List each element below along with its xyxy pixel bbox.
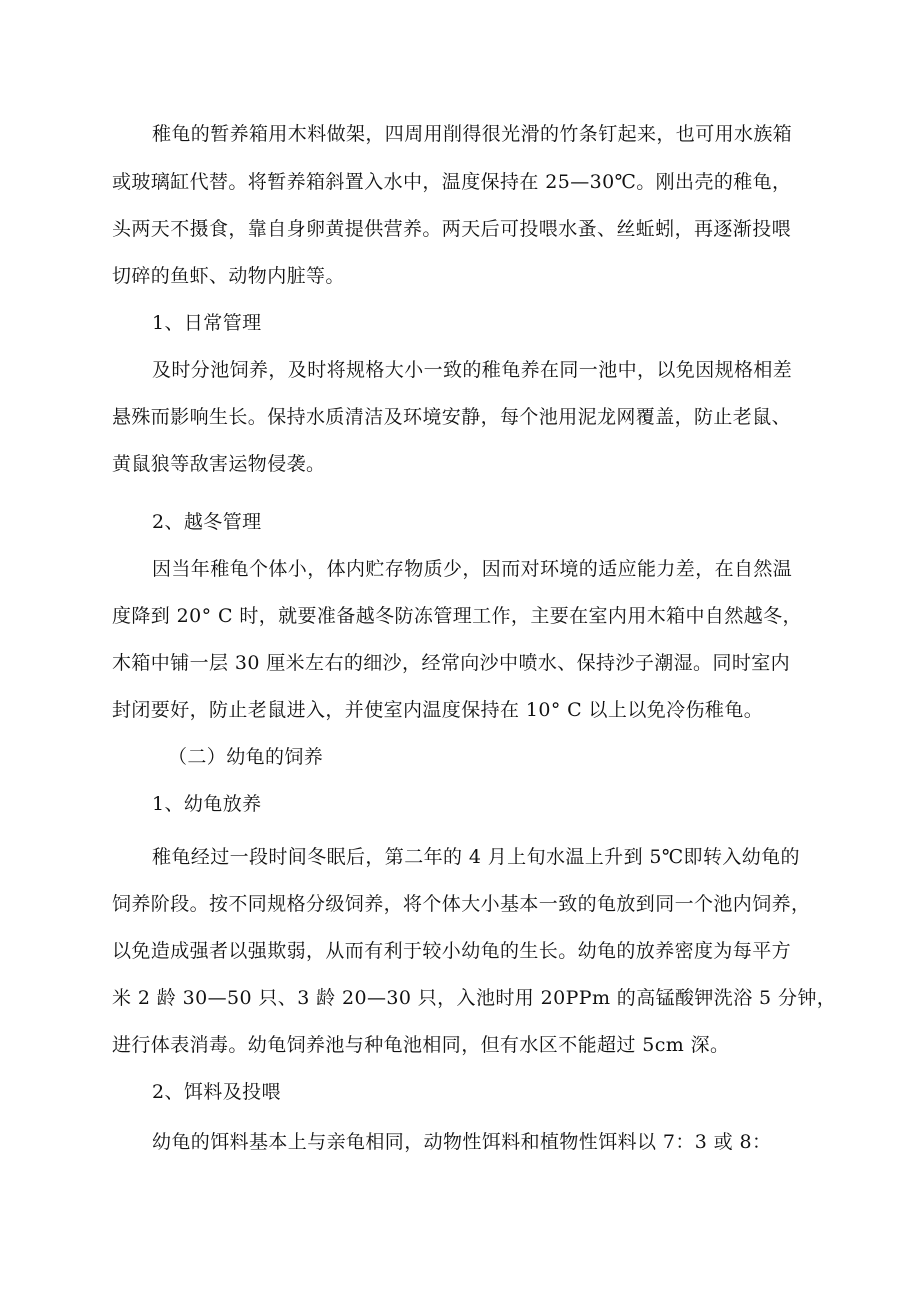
paragraph-3-line-4: 封闭要好，防止老鼠进入，并使室内温度保持在 10° C 以上以免冷伤稚龟。 [112, 699, 764, 721]
paragraph-1-line-1: 稚龟的暂养箱用木料做架，四周用削得很光滑的竹条钉起来，也可用水族箱 [152, 123, 793, 145]
paragraph-2-line-1: 及时分池饲养，及时将规格大小一致的稚龟养在同一池中，以免因规格相差 [152, 359, 793, 381]
paragraph-3-line-1: 因当年稚龟个体小，体内贮存物质少，因而对环境的适应能力差，在自然温 [152, 558, 793, 580]
paragraph-4-line-3: 以免造成强者以强欺弱，从而有利于较小幼龟的生长。幼龟的放养密度为每平方 [112, 940, 792, 962]
heading-overwintering: 2、越冬管理 [152, 511, 262, 533]
paragraph-3-line-3: 木箱中铺一层 30 厘米左右的细沙，经常向沙中喷水、保持沙子潮湿。同时室内 [112, 652, 791, 674]
paragraph-1-line-3: 头两天不摄食，靠自身卵黄提供营养。两天后可投喂水蚤、丝蚯蚓，再逐渐投喂 [112, 218, 792, 240]
heading-young-stocking: 1、幼龟放养 [152, 793, 262, 815]
paragraph-3-line-2: 度降到 20° C 时，就要准备越冬防冻管理工作，主要在室内用木箱中自然越冬， [112, 605, 802, 627]
paragraph-4-line-5: 进行体表消毒。幼龟饲养池与种龟池相同，但有水区不能超过 5cm 深。 [112, 1034, 730, 1056]
paragraph-4-line-1: 稚龟经过一段时间冬眠后，第二年的 4 月上旬水温上升到 5℃即转入幼龟的 [152, 846, 800, 868]
paragraph-2-line-2: 悬殊而影响生长。保持水质清洁及环境安静，每个池用泥龙网覆盖，防止老鼠、 [112, 406, 792, 428]
heading-feed: 2、饵料及投喂 [152, 1081, 281, 1103]
section-heading: （二）幼龟的饲养 [168, 746, 324, 768]
paragraph-1-line-4: 切碎的鱼虾、动物内脏等。 [112, 265, 345, 287]
paragraph-4-line-2: 饲养阶段。按不同规格分级饲养，将个体大小基本一致的龟放到同一个池内饲养， [112, 893, 811, 915]
paragraph-1-line-2: 或玻璃缸代替。将暂养箱斜置入水中，温度保持在 25—30℃。刚出壳的稚龟， [112, 171, 792, 193]
paragraph-4-line-4: 米 2 龄 30—50 只、3 龄 20—30 只，入池时用 20PPm 的高锰酸钾洗浴 5 分钟， [112, 987, 837, 1009]
paragraph-2-line-3: 黄鼠狼等敌害运物侵袭。 [112, 453, 326, 475]
heading-daily-management: 1、日常管理 [152, 312, 262, 334]
paragraph-5-line-1: 幼龟的饵料基本上与亲龟相同，动物性饵料和植物性饵料以 7：3 或 8： [152, 1131, 772, 1153]
